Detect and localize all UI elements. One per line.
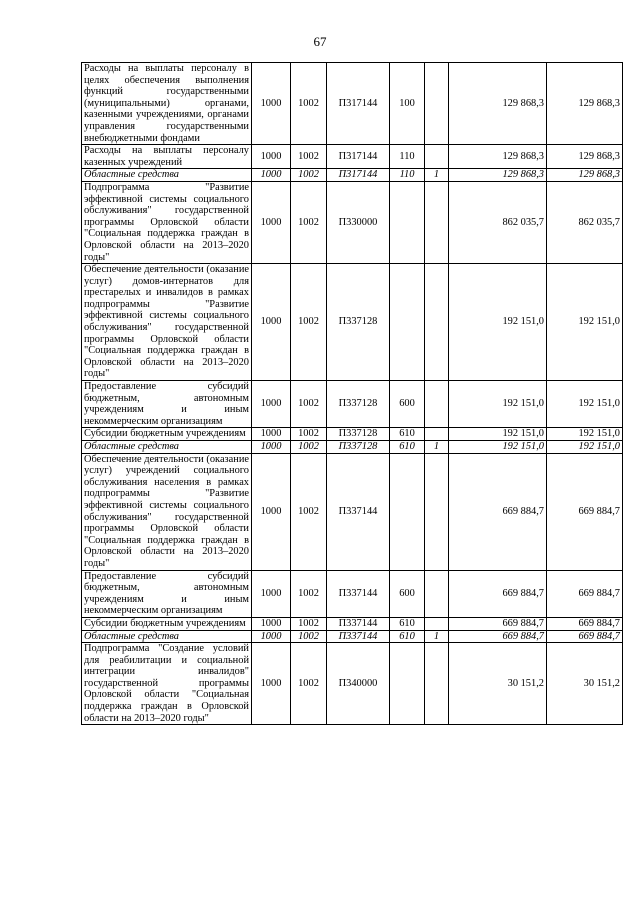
expense-name-cell: Подпрограмма "Развитие эффективной системы социального обслуживания" государственной программы Орловской области "Социальная поддержка граждан в Орловской области на 2013–2020 годы"	[82, 181, 252, 263]
table-row	[82, 453, 623, 570]
amount-cell: 669 884,7	[449, 453, 547, 570]
expense-type-cell: 610	[390, 617, 425, 630]
amount-total-cell: 862 035,7	[547, 181, 623, 263]
amount-cell: 862 035,7	[449, 181, 547, 263]
target-article-cell: П337128	[327, 441, 390, 454]
amount-cell: 669 884,7	[449, 617, 547, 630]
expense-type-cell	[390, 643, 425, 725]
expense-name-cell: Областные средства	[82, 441, 252, 454]
amount-total-cell: 129 868,3	[547, 145, 623, 169]
table-row	[82, 428, 623, 441]
subsection-code-cell: 1002	[291, 570, 327, 617]
amount-cell: 669 884,7	[449, 630, 547, 643]
amount-total-cell: 192 151,0	[547, 381, 623, 428]
section-code-cell: 1000	[252, 381, 291, 428]
expense-type-cell: 610	[390, 441, 425, 454]
expense-name-cell: Обеспечение деятельности (оказание услуг) домов-интернатов для престарелых и инвалидов в рамках подпрограммы "Развитие эффективной системы социального обслуживания" государственной программы Орловской области "Социальная поддержка граждан в Орловской области на 2013–2020 годы"	[82, 264, 252, 381]
subsection-code-cell: 1002	[291, 428, 327, 441]
section-code-cell: 1000	[252, 453, 291, 570]
expense-name-cell: Расходы на выплаты персоналу казенных учреждений	[82, 145, 252, 169]
funding-source-cell	[425, 264, 449, 381]
section-code-cell: 1000	[252, 630, 291, 643]
amount-cell: 129 868,3	[449, 63, 547, 145]
section-code-cell: 1000	[252, 643, 291, 725]
table-row	[82, 181, 623, 263]
expense-name-cell: Областные средства	[82, 169, 252, 182]
amount-total-cell: 669 884,7	[547, 617, 623, 630]
table-row	[82, 617, 623, 630]
target-article-cell: П330000	[327, 181, 390, 263]
amount-cell: 129 868,3	[449, 145, 547, 169]
table-row	[82, 630, 623, 643]
amount-total-cell: 669 884,7	[547, 453, 623, 570]
subsection-code-cell: 1002	[291, 381, 327, 428]
amount-total-cell: 129 868,3	[547, 169, 623, 182]
subsection-code-cell: 1002	[291, 169, 327, 182]
amount-total-cell: 669 884,7	[547, 630, 623, 643]
expense-name-cell: Областные средства	[82, 630, 252, 643]
expense-type-cell	[390, 181, 425, 263]
funding-source-cell	[425, 570, 449, 617]
expense-type-cell: 110	[390, 145, 425, 169]
section-code-cell: 1000	[252, 441, 291, 454]
amount-total-cell: 192 151,0	[547, 441, 623, 454]
expense-type-cell: 600	[390, 570, 425, 617]
amount-cell: 192 151,0	[449, 441, 547, 454]
table-row	[82, 145, 623, 169]
amount-cell: 30 151,2	[449, 643, 547, 725]
table-row	[82, 643, 623, 725]
funding-source-cell	[425, 145, 449, 169]
section-code-cell: 1000	[252, 63, 291, 145]
amount-total-cell: 30 151,2	[547, 643, 623, 725]
amount-cell: 129 868,3	[449, 169, 547, 182]
expense-name-cell: Расходы на выплаты персоналу в целях обеспечения выполнения функций государственными (муниципальными) органами, казенными учреждениями, органами управления государственными внебюджетными фондами	[82, 63, 252, 145]
expense-type-cell: 100	[390, 63, 425, 145]
target-article-cell: П340000	[327, 643, 390, 725]
subsection-code-cell: 1002	[291, 264, 327, 381]
funding-source-cell: 1	[425, 630, 449, 643]
amount-cell: 192 151,0	[449, 264, 547, 381]
funding-source-cell	[425, 63, 449, 145]
subsection-code-cell: 1002	[291, 181, 327, 263]
section-code-cell: 1000	[252, 169, 291, 182]
expense-name-cell: Обеспечение деятельности (оказание услуг) учреждений социального обслуживания населения в рамках подпрограммы "Развитие эффективной системы социального обслуживания" государственной программы Орловской области "Социальная поддержка граждан в Орловской области на 2013–2020 годы"	[82, 453, 252, 570]
table-row	[82, 169, 623, 182]
amount-total-cell: 192 151,0	[547, 428, 623, 441]
expense-type-cell: 600	[390, 381, 425, 428]
funding-source-cell	[425, 643, 449, 725]
expense-type-cell: 610	[390, 428, 425, 441]
funding-source-cell	[425, 453, 449, 570]
target-article-cell: П317144	[327, 145, 390, 169]
expense-name-cell: Предоставление субсидий бюджетным, автономным учреждениям и иным некоммерческим организациям	[82, 570, 252, 617]
target-article-cell: П337128	[327, 381, 390, 428]
target-article-cell: П337128	[327, 428, 390, 441]
subsection-code-cell: 1002	[291, 145, 327, 169]
subsection-code-cell: 1002	[291, 441, 327, 454]
table-row	[82, 264, 623, 381]
amount-total-cell: 192 151,0	[547, 264, 623, 381]
amount-cell: 192 151,0	[449, 381, 547, 428]
expense-name-cell: Подпрограмма "Создание условий для реабилитации и социальной интеграции инвалидов" государственной программы Орловской области "Социальная поддержка граждан в Орловской области на 2013–2020 годы"	[82, 643, 252, 725]
amount-cell: 192 151,0	[449, 428, 547, 441]
subsection-code-cell: 1002	[291, 630, 327, 643]
section-code-cell: 1000	[252, 617, 291, 630]
funding-source-cell	[425, 381, 449, 428]
funding-source-cell: 1	[425, 441, 449, 454]
expense-type-cell	[390, 453, 425, 570]
budget-table	[81, 62, 623, 725]
expense-name-cell: Предоставление субсидий бюджетным, автономным учреждениям и иным некоммерческим организациям	[82, 381, 252, 428]
expense-name-cell: Субсидии бюджетным учреждениям	[82, 428, 252, 441]
subsection-code-cell: 1002	[291, 617, 327, 630]
expense-type-cell	[390, 264, 425, 381]
target-article-cell: П337144	[327, 570, 390, 617]
subsection-code-cell: 1002	[291, 643, 327, 725]
target-article-cell: П337144	[327, 453, 390, 570]
amount-cell: 669 884,7	[449, 570, 547, 617]
funding-source-cell: 1	[425, 169, 449, 182]
table-row	[82, 570, 623, 617]
table-row	[82, 381, 623, 428]
expense-type-cell: 110	[390, 169, 425, 182]
funding-source-cell	[425, 617, 449, 630]
page-number: 67	[313, 34, 327, 49]
section-code-cell: 1000	[252, 264, 291, 381]
target-article-cell: П317144	[327, 63, 390, 145]
target-article-cell: П337128	[327, 264, 390, 381]
subsection-code-cell: 1002	[291, 63, 327, 145]
target-article-cell: П337144	[327, 630, 390, 643]
funding-source-cell	[425, 181, 449, 263]
subsection-code-cell: 1002	[291, 453, 327, 570]
expense-name-cell: Субсидии бюджетным учреждениям	[82, 617, 252, 630]
section-code-cell: 1000	[252, 570, 291, 617]
expense-type-cell: 610	[390, 630, 425, 643]
section-code-cell: 1000	[252, 145, 291, 169]
section-code-cell: 1000	[252, 428, 291, 441]
section-code-cell: 1000	[252, 181, 291, 263]
table-row	[82, 63, 623, 145]
target-article-cell: П337144	[327, 617, 390, 630]
amount-total-cell: 669 884,7	[547, 570, 623, 617]
amount-total-cell: 129 868,3	[547, 63, 623, 145]
target-article-cell: П317144	[327, 169, 390, 182]
table-row	[82, 441, 623, 454]
funding-source-cell	[425, 428, 449, 441]
